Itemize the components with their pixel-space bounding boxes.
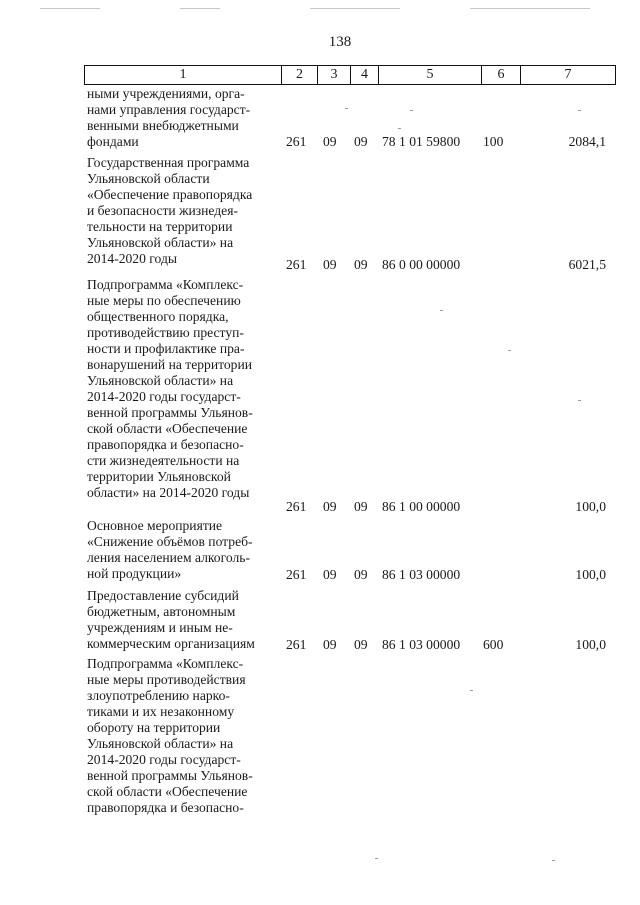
cell-col5: 86 0 00 00000 — [382, 257, 461, 272]
cell-col7: 2084,1 — [568, 134, 606, 149]
column-header: 5 — [378, 66, 481, 84]
cell-col5: 86 1 00 00000 — [382, 499, 461, 514]
cell-col6: 600 — [483, 637, 504, 652]
row-description: Подпрограмма «Комплекс- ные меры по обеспечению общественного порядка, противодействию преступ- ности и профилактике пра- вонарушений на территории Ульяновской области» на 2014-2020 годы государст- венной программы Ульянов- ской области «Обеспечение правопорядка и безопасно- сти жизнедеятельности на территории Ульяновской области» на 2014-2020 годы — [87, 277, 253, 500]
cell-col4: 09 — [354, 257, 368, 272]
row-description: Подпрограмма «Комплекс- ные меры противодействия злоупотреблению нарко- тиками и их незаконному обороту на территории Ульяновской области» на 2014-2020 годы государст- венной программы Ульянов- ской области «Обеспечение правопорядка и безопасно- — [87, 656, 253, 815]
scan-speck — [552, 860, 555, 861]
column-header: 1 — [179, 67, 187, 82]
scan-speck — [410, 110, 413, 111]
cell-col7: 100,0 — [575, 637, 606, 652]
scan-speck — [375, 858, 378, 859]
scan-speck — [578, 110, 581, 111]
row-description: Предоставление субсидий бюджетным, автономным учреждениям и иным не- коммерческим организациям — [87, 588, 255, 651]
cell-col4: 09 — [354, 567, 368, 582]
cell-col3: 09 — [323, 499, 337, 514]
scan-artifact — [470, 8, 590, 9]
column-header: 7 — [520, 66, 615, 84]
row-description: Основное мероприятие «Снижение объёмов потреб- ления населением алкоголь- ной продукции» — [87, 518, 253, 581]
cell-col2: 261 — [286, 499, 307, 514]
cell-col3: 09 — [323, 567, 337, 582]
scan-speck — [440, 310, 443, 311]
cell-col7: 100,0 — [575, 567, 606, 582]
column-header: 3 — [317, 66, 350, 84]
column-header: 6 — [481, 66, 520, 84]
scan-speck — [398, 128, 401, 129]
cell-col2: 261 — [286, 567, 307, 582]
cell-col5: 86 1 03 00000 — [382, 637, 461, 652]
scan-speck — [508, 350, 511, 351]
page-number: 138 — [328, 34, 352, 50]
cell-col5: 78 1 01 59800 — [382, 134, 461, 149]
cell-col6: 100 — [483, 134, 504, 149]
cell-col4: 09 — [354, 499, 368, 514]
cell-col3: 09 — [323, 134, 337, 149]
column-header: 4 — [350, 66, 378, 84]
table-header — [84, 65, 616, 85]
row-description: Государственная программа Ульяновской области «Обеспечение правопорядка и безопасности жизнедея- тельности на территории Ульяновской области» на 2014-2020 годы — [87, 155, 253, 266]
cell-col7: 6021,5 — [568, 257, 606, 272]
scan-speck — [470, 690, 473, 691]
cell-col5: 86 1 03 00000 — [382, 567, 461, 582]
cell-col2: 261 — [286, 257, 307, 272]
scan-artifact — [40, 8, 100, 9]
cell-col2: 261 — [286, 637, 307, 652]
cell-col2: 261 — [286, 134, 307, 149]
scan-speck — [345, 108, 348, 109]
scan-speck — [578, 400, 581, 401]
cell-col7: 100,0 — [575, 499, 606, 514]
cell-col3: 09 — [323, 257, 337, 272]
cell-col3: 09 — [323, 637, 337, 652]
cell-col4: 09 — [354, 637, 368, 652]
cell-col4: 09 — [354, 134, 368, 149]
row-description: ными учреждениями, орга- нами управления государст- венными внебюджетными фондами — [87, 86, 251, 149]
column-header: 2 — [281, 66, 317, 84]
scan-artifact — [180, 8, 220, 9]
scan-artifact — [310, 8, 400, 9]
